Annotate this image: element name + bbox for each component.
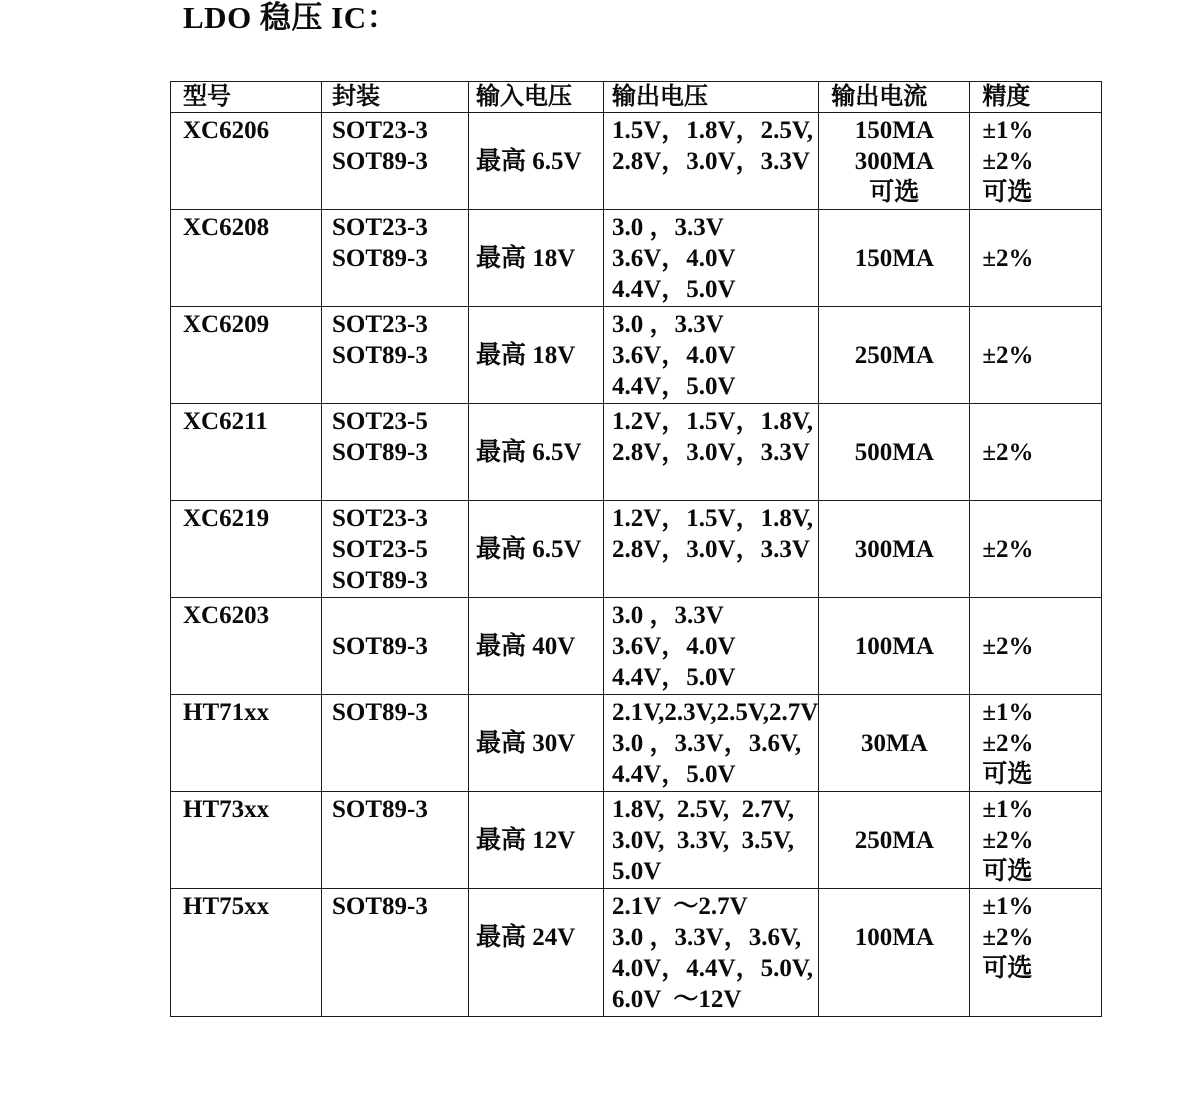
cell-package — [322, 210, 469, 307]
table-row — [171, 307, 1102, 404]
cell-line — [982, 212, 1101, 243]
table-row — [171, 501, 1102, 598]
cell-line — [819, 309, 969, 340]
ldo-spec-table — [170, 81, 1102, 1017]
cell-output-voltage — [604, 889, 819, 1017]
cell-line: SOT23-3 — [332, 117, 428, 144]
cell-line: 最高 30V — [476, 730, 576, 757]
cell-line: SOT89-3 — [332, 245, 428, 272]
cell-line: 最高 6.5V — [476, 148, 582, 175]
cell-line: 3.0 ，3.3V — [612, 311, 724, 338]
cell-line: ±2% — [982, 245, 1034, 272]
cell-line: 150MA — [854, 245, 934, 272]
cell-line: ±2% — [982, 439, 1034, 466]
cell-input-voltage — [469, 792, 604, 889]
header-output-current: 输出电流 — [819, 82, 970, 113]
cell-line: 3.0 ，3.3V，3.6V, — [612, 924, 802, 951]
cell-line: SOT23-3 — [332, 505, 428, 532]
cell-input-voltage — [469, 501, 604, 598]
cell-line — [982, 503, 1101, 534]
cell-line: 2.8V，3.0V，3.3V — [612, 148, 810, 175]
cell-line: ±2% — [982, 148, 1034, 175]
cell-line: 可选 — [982, 858, 1033, 885]
cell-line — [476, 406, 603, 437]
cell-output-voltage — [604, 501, 819, 598]
cell-package — [322, 307, 469, 404]
cell-output-voltage — [604, 598, 819, 695]
cell-accuracy — [970, 404, 1102, 501]
cell-line: 3.6V，4.0V — [612, 342, 736, 369]
cell-line: 300MA — [854, 148, 934, 175]
cell-line — [819, 697, 969, 728]
cell-accuracy — [970, 113, 1102, 210]
cell-line: 可选 — [982, 955, 1033, 982]
cell-line — [476, 503, 603, 534]
cell-line: 最高 40V — [476, 633, 576, 660]
cell-input-voltage — [469, 210, 604, 307]
cell-output-current — [819, 695, 970, 792]
cell-line: XC6211 — [183, 408, 268, 435]
cell-line: 4.4V，5.0V — [612, 276, 736, 303]
table-row — [171, 210, 1102, 307]
cell-output-current — [819, 113, 970, 210]
cell-accuracy — [970, 889, 1102, 1017]
cell-line: 最高 12V — [476, 827, 576, 854]
cell-line: 3.6V，4.0V — [612, 245, 736, 272]
cell-model — [171, 210, 322, 307]
cell-output-voltage — [604, 210, 819, 307]
cell-line: SOT89-3 — [332, 342, 428, 369]
cell-line: 6.0V ～12V — [612, 986, 742, 1013]
cell-line — [819, 600, 969, 631]
cell-line — [819, 406, 969, 437]
cell-line: 2.1V,2.3V,2.5V,2.7V — [612, 699, 819, 726]
cell-output-voltage — [604, 404, 819, 501]
cell-line: 2.1V ～2.7V — [612, 893, 748, 920]
cell-line: 可选 — [982, 179, 1033, 206]
cell-model — [171, 889, 322, 1017]
cell-line — [819, 794, 969, 825]
table-row — [171, 889, 1102, 1017]
cell-line — [982, 406, 1101, 437]
cell-line — [332, 600, 468, 631]
cell-output-current — [819, 792, 970, 889]
table-row — [171, 792, 1102, 889]
cell-input-voltage — [469, 307, 604, 404]
cell-line: SOT89-3 — [332, 567, 428, 594]
header-input-voltage: 输入电压 — [469, 82, 604, 113]
cell-line — [819, 503, 969, 534]
cell-line: HT73xx — [183, 796, 270, 823]
cell-model — [171, 501, 322, 598]
cell-line: SOT89-3 — [332, 893, 428, 920]
cell-line: 1.5V，1.8V，2.5V, — [612, 117, 813, 144]
cell-line: 2.8V，3.0V，3.3V — [612, 439, 810, 466]
cell-package — [322, 404, 469, 501]
cell-line: ±2% — [982, 536, 1034, 563]
cell-accuracy — [970, 598, 1102, 695]
cell-line: SOT89-3 — [332, 796, 428, 823]
cell-line — [476, 794, 603, 825]
cell-output-voltage — [604, 792, 819, 889]
header-model: 型号 — [171, 82, 322, 113]
cell-line: 可选 — [982, 761, 1033, 788]
cell-line: 1.2V，1.5V，1.8V, — [612, 408, 813, 435]
table-row — [171, 695, 1102, 792]
cell-line: 100MA — [854, 633, 934, 660]
cell-model — [171, 113, 322, 210]
cell-line: HT75xx — [183, 893, 270, 920]
cell-line: 150MA — [854, 117, 934, 144]
cell-line: 2.8V，3.0V，3.3V — [612, 536, 810, 563]
cell-accuracy — [970, 307, 1102, 404]
header-accuracy: 精度 — [970, 82, 1102, 113]
cell-input-voltage — [469, 598, 604, 695]
header-output-voltage: 输出电压 — [604, 82, 819, 113]
cell-line: 最高 6.5V — [476, 536, 582, 563]
cell-line — [476, 891, 603, 922]
cell-line: SOT23-5 — [332, 536, 428, 563]
cell-line: 4.0V，4.4V，5.0V, — [612, 955, 813, 982]
cell-line: 250MA — [854, 342, 934, 369]
cell-line: 4.4V，5.0V — [612, 373, 736, 400]
cell-line: ±1% — [982, 117, 1034, 144]
cell-output-current — [819, 889, 970, 1017]
cell-line: 300MA — [854, 536, 934, 563]
cell-line: SOT89-3 — [332, 633, 428, 660]
cell-output-voltage — [604, 113, 819, 210]
cell-line: 1.2V，1.5V，1.8V, — [612, 505, 813, 532]
cell-line: 250MA — [854, 827, 934, 854]
cell-output-current — [819, 501, 970, 598]
header-row — [171, 82, 1102, 113]
cell-package — [322, 792, 469, 889]
table-row — [171, 404, 1102, 501]
cell-line: 100MA — [854, 924, 934, 951]
cell-line: 3.0 ，3.3V — [612, 602, 724, 629]
cell-package — [322, 695, 469, 792]
cell-output-voltage — [604, 307, 819, 404]
cell-input-voltage — [469, 113, 604, 210]
table-row — [171, 598, 1102, 695]
table-header — [171, 82, 1102, 113]
cell-output-current — [819, 404, 970, 501]
cell-line: 1.8V, 2.5V, 2.7V, — [612, 796, 794, 823]
cell-line: 3.0 ，3.3V，3.6V, — [612, 730, 802, 757]
cell-line: ±2% — [982, 730, 1034, 757]
cell-line — [819, 212, 969, 243]
cell-line: ±1% — [982, 893, 1034, 920]
cell-line: 可选 — [869, 179, 920, 206]
cell-line: 4.4V，5.0V — [612, 664, 736, 691]
cell-line — [476, 600, 603, 631]
cell-output-current — [819, 210, 970, 307]
cell-output-current — [819, 598, 970, 695]
cell-package — [322, 889, 469, 1017]
cell-line: 4.4V，5.0V — [612, 761, 736, 788]
cell-line — [819, 891, 969, 922]
cell-line — [982, 600, 1101, 631]
cell-line: ±2% — [982, 342, 1034, 369]
cell-line: SOT23-3 — [332, 214, 428, 241]
cell-line — [476, 697, 603, 728]
cell-accuracy — [970, 501, 1102, 598]
cell-model — [171, 792, 322, 889]
cell-line — [476, 309, 603, 340]
cell-line: 最高 6.5V — [476, 439, 582, 466]
cell-line: 最高 18V — [476, 342, 576, 369]
cell-line — [476, 212, 603, 243]
cell-line: ±2% — [982, 633, 1034, 660]
cell-line: 5.0V — [612, 858, 662, 885]
cell-model — [171, 307, 322, 404]
cell-line: 3.0V, 3.3V, 3.5V, — [612, 827, 794, 854]
cell-line: ±1% — [982, 796, 1034, 823]
cell-line: ±2% — [982, 827, 1034, 854]
cell-line: 3.6V，4.0V — [612, 633, 736, 660]
cell-package — [322, 598, 469, 695]
cell-line: XC6209 — [183, 311, 270, 338]
cell-line — [612, 468, 818, 499]
cell-line: ±2% — [982, 924, 1034, 951]
cell-line: HT71xx — [183, 699, 270, 726]
cell-input-voltage — [469, 404, 604, 501]
cell-line: 500MA — [854, 439, 934, 466]
cell-model — [171, 404, 322, 501]
cell-line: 30MA — [860, 730, 928, 757]
cell-accuracy — [970, 695, 1102, 792]
cell-accuracy — [970, 792, 1102, 889]
cell-line — [982, 309, 1101, 340]
cell-line — [476, 115, 603, 146]
cell-input-voltage — [469, 889, 604, 1017]
cell-line: XC6206 — [183, 117, 270, 144]
header-package: 封装 — [322, 82, 469, 113]
cell-line: XC6208 — [183, 214, 270, 241]
cell-model — [171, 598, 322, 695]
cell-line: SOT89-3 — [332, 439, 428, 466]
cell-output-voltage — [604, 695, 819, 792]
page-title: LDO 稳压 IC： — [183, 0, 399, 35]
cell-model — [171, 695, 322, 792]
table-body — [171, 113, 1102, 1017]
cell-line: XC6203 — [183, 602, 270, 629]
cell-package — [322, 501, 469, 598]
table-row — [171, 113, 1102, 210]
cell-accuracy — [970, 210, 1102, 307]
cell-line: SOT89-3 — [332, 148, 428, 175]
cell-line: SOT23-3 — [332, 311, 428, 338]
cell-line: 3.0 ，3.3V — [612, 214, 724, 241]
cell-package — [322, 113, 469, 210]
cell-input-voltage — [469, 695, 604, 792]
cell-output-current — [819, 307, 970, 404]
cell-line: ±1% — [982, 699, 1034, 726]
cell-line: XC6219 — [183, 505, 270, 532]
cell-line: 最高 18V — [476, 245, 576, 272]
cell-line: SOT23-5 — [332, 408, 428, 435]
cell-line: 最高 24V — [476, 924, 576, 951]
cell-line: SOT89-3 — [332, 699, 428, 726]
